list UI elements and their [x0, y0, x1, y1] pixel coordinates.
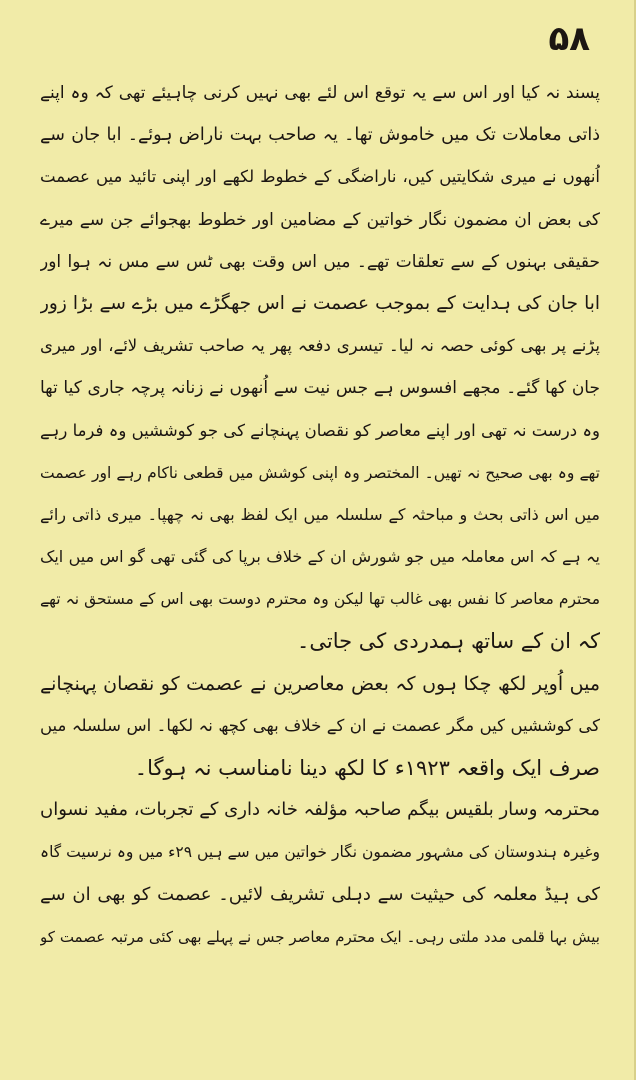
- text-line: محترمہ وسار بلقیس بیگم صاحبہ مؤلفہ خانہ داری کے تجربات، مفید نسواں: [40, 799, 600, 821]
- text-line: وغیرہ ہندوستان کی مشہور مضمون نگار خواتین میں سے ہیں ۲۹ء میں وہ نرسیت گاہ: [40, 843, 600, 862]
- text-line: تھے وہ بھی صحیح نہ تھیں۔ المختصر وہ اپنی کوشش میں قطعی ناکام رہے اور عصمت: [40, 463, 600, 482]
- text-line: کی ہیڈ معلمہ کی حیثیت سے دہلی تشریف لائیں۔ عصمت کو بھی ان سے: [40, 883, 600, 905]
- text-line: حقیقی بہنوں کے سے تعلقات تھے۔ میں اس وقت بھی ٹس سے مس نہ ہوا اور: [40, 251, 600, 272]
- text-line: بیش بہا قلمی مدد ملتی رہی۔ ایک محترم معاصر جس نے پہلے بھی کئی مرتبہ عصمت کو: [40, 927, 600, 946]
- text-line: محترم معاصر کا نفس بھی غالب تھا لیکن وہ محترم دوست بھی اس کے مستحق نہ تھے: [40, 590, 600, 609]
- text-line: ذاتی معاملات تک میں خاموش تھا۔ یہ صاحب بہت ناراض ہوئے۔ ابا جان سے: [40, 125, 600, 146]
- page-text: [40, 72, 600, 958]
- text-line: پڑنے پر بھی کوئی حصہ نہ لیا۔ تیسری دفعہ پھر یہ صاحب تشریف لائے، اور میری: [40, 336, 600, 356]
- text-line: جان کھا گئے۔ مجھے افسوس ہے جس نیت سے اُنھوں نے زنانہ پرچہ جاری کیا تھا: [40, 378, 600, 399]
- text-line: یہ ہے کہ اس معاملہ میں جو شورش ان کے خلاف برپا کی گئی تھی گو اس میں ایک: [40, 547, 600, 567]
- text-line: پسند نہ کیا اور اس سے یہ توقع اس لئے بھی نہیں کرنی چاہیئے تھی کہ وہ اپنے: [40, 83, 600, 103]
- text-line: کی کوششیں کیں مگر عصمت نے ان کے خلاف بھی کچھ نہ لکھا۔ اس سلسلہ میں: [40, 715, 600, 735]
- text-line: کی بعض ان مضمون نگار خواتین کے مضامین اور خطوط بھجوائے جن سے میرے: [40, 209, 600, 230]
- text-line: میں اس ذاتی بحث و مباحثہ کے سلسلہ میں ایک لفظ بھی نہ چھپا۔ میری ذاتی رائے: [40, 504, 600, 524]
- text-line: وہ درست نہ تھی اور اپنے معاصر کو نقصان پہنچانے کی جو کوششیں وہ فرما رہے: [40, 420, 600, 440]
- text-line: اُنھوں نے میری شکایتیں کیں، ناراضگی کے خطوط لکھے اور اپنی تائید میں عصمت: [40, 167, 600, 187]
- text-line: میں اُوپر لکھ چکا ہوں کہ بعض معاصرین نے عصمت کو نقصان پہنچانے: [40, 672, 600, 695]
- text-line: صرف ایک واقعہ ۱۹۲۳ء کا لکھ دینا نامناسب نہ ہوگا۔: [134, 756, 600, 780]
- text-line: کہ ان کے ساتھ ہمدردی کی جاتی۔: [297, 629, 600, 654]
- page-number: ۵۸: [548, 19, 590, 59]
- text-line: ابا جان کی ہدایت کے بموجب عصمت نے اس جھگڑے میں بڑے سے بڑا زور: [40, 292, 600, 314]
